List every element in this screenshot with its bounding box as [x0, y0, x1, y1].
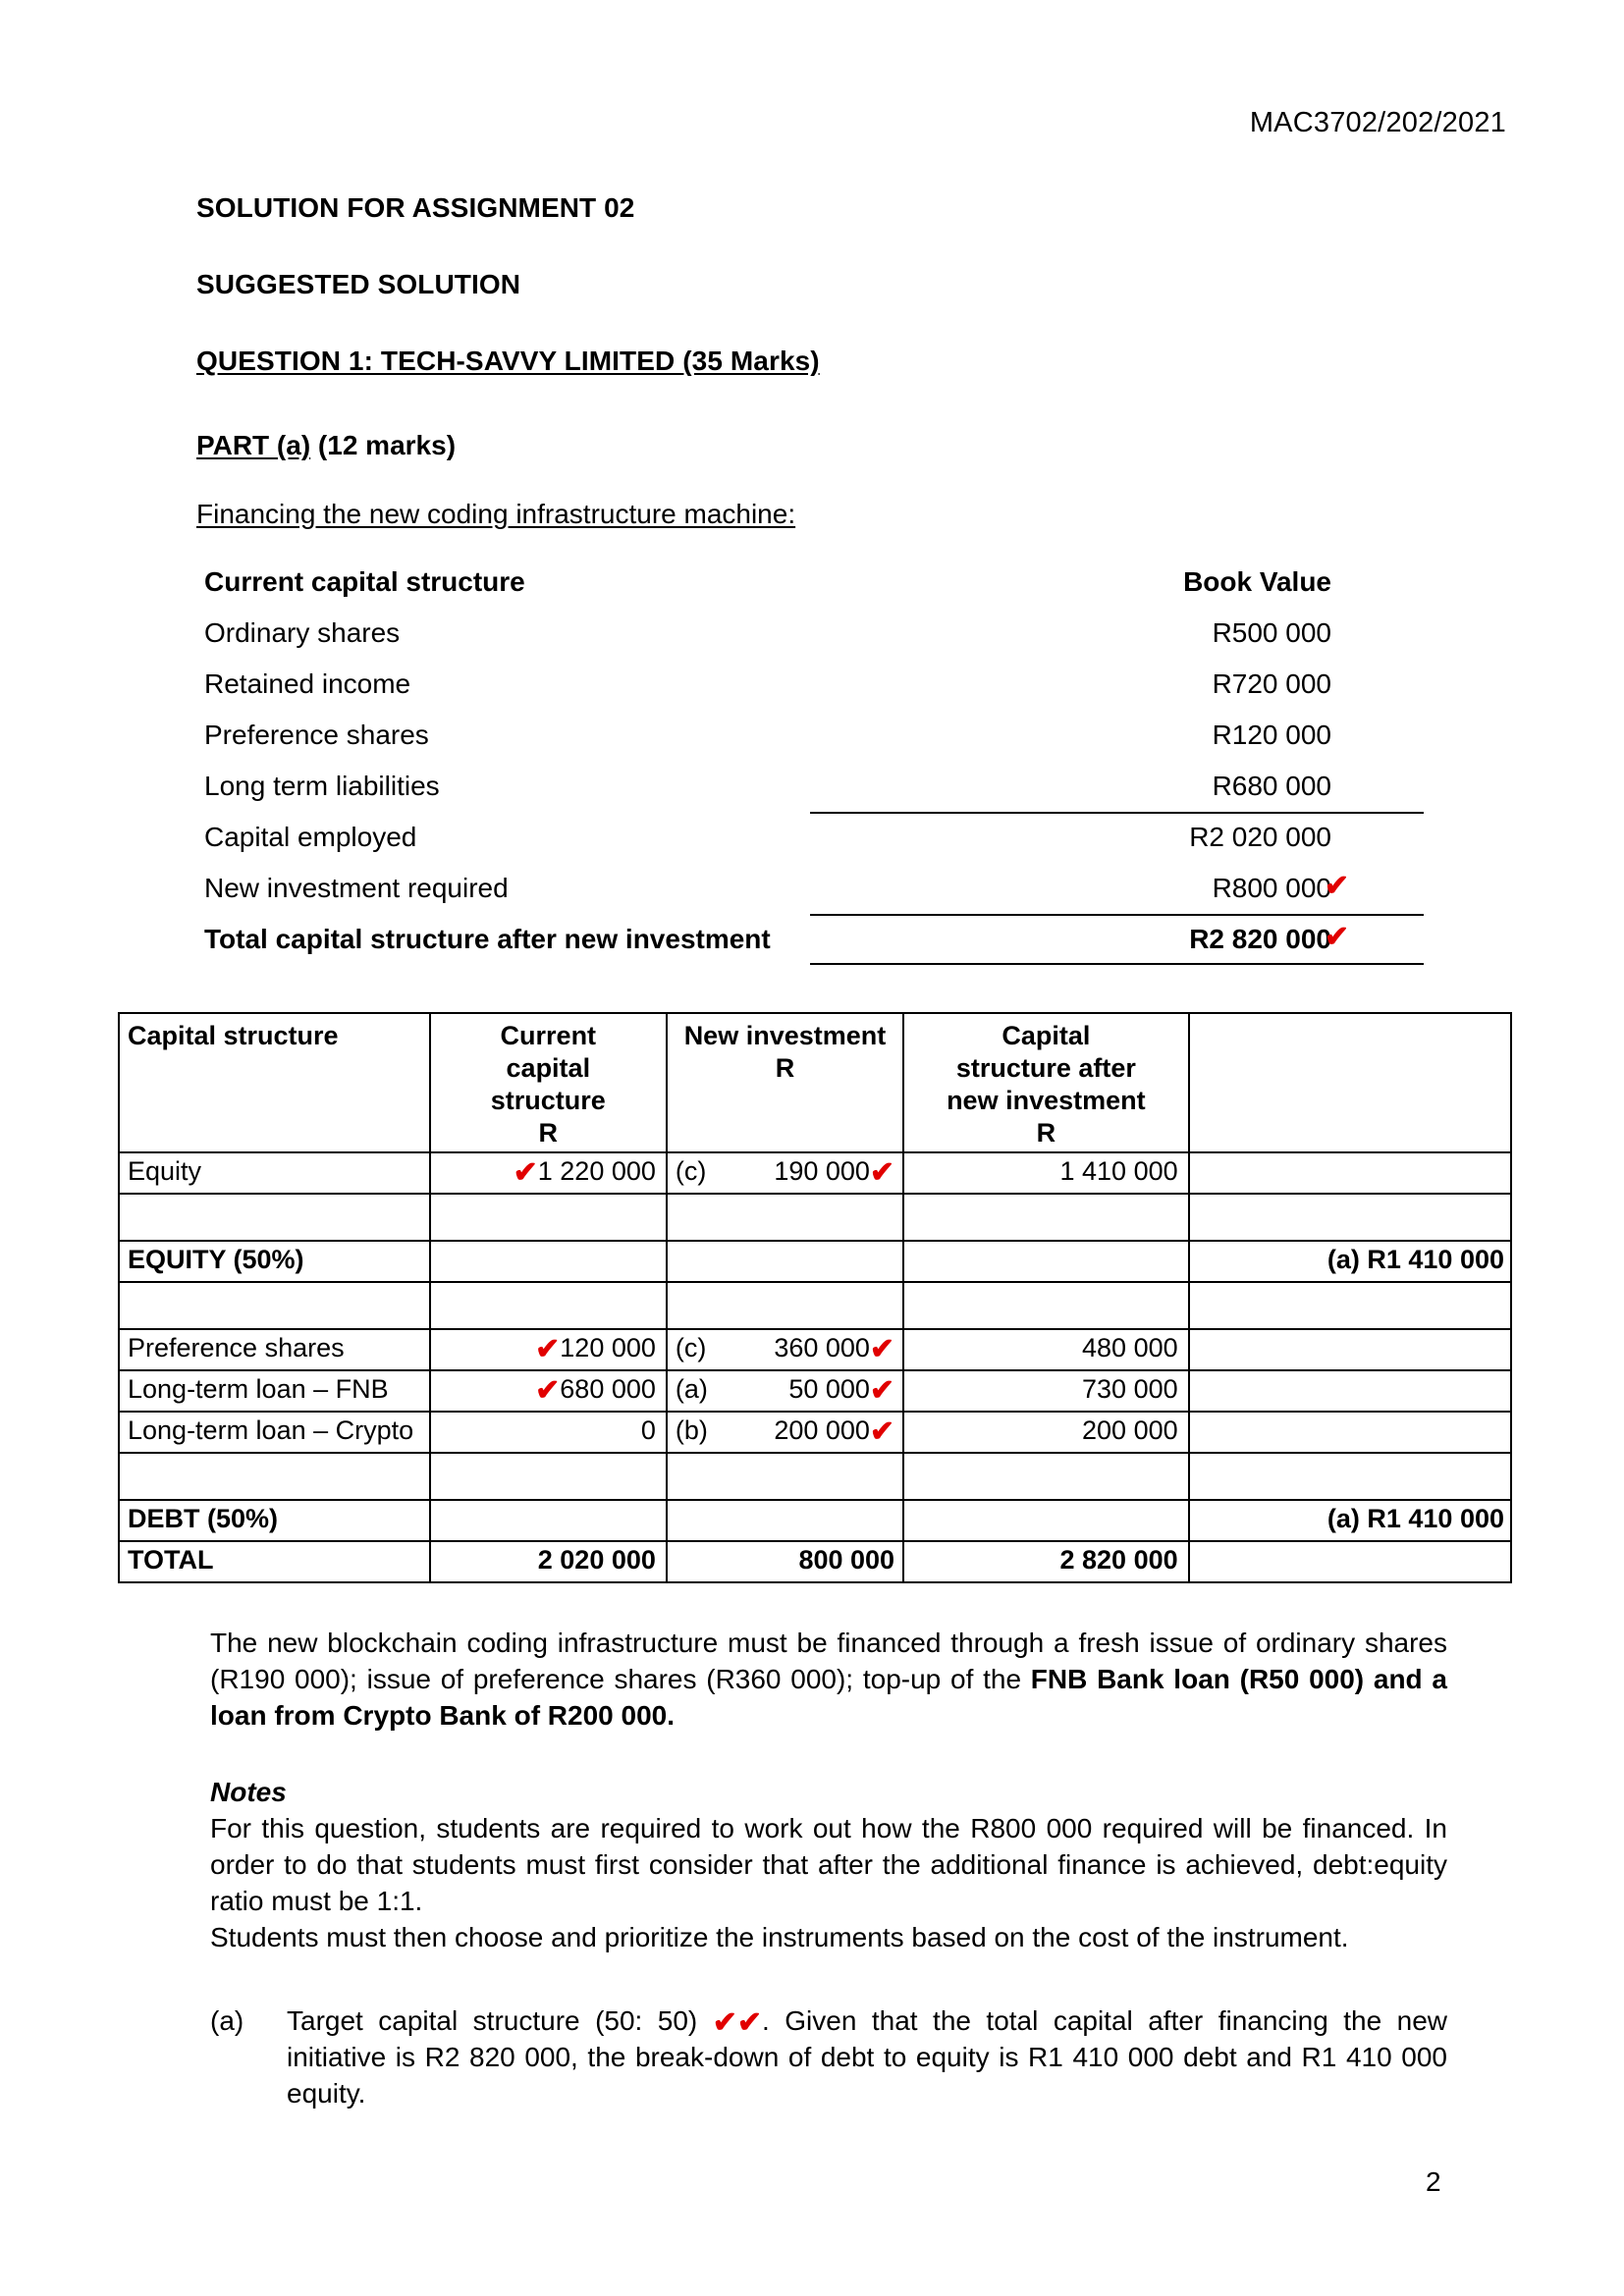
table-cell-current: 0 — [430, 1412, 667, 1453]
table-cell-new-investment: (c) 190 000✔ — [667, 1152, 903, 1194]
page-number: 2 — [1426, 2166, 1441, 2197]
financing-paragraph-plain: The new blockchain coding infrastructure must be financed through a fresh issue of ordinary shares (R190 000); issue of preference shares (R360 000); top-up of the — [210, 1628, 1447, 1694]
header-new-investment — [667, 1013, 903, 1152]
list-row — [196, 812, 1424, 863]
list-header-label: Current capital structure — [204, 566, 525, 597]
table-cell-label: Long-term loan – FNB — [119, 1370, 430, 1412]
check-icon: ✔ — [513, 1156, 538, 1189]
notes-heading: Notes — [210, 1777, 287, 1807]
header-capital-structure: Capital structure — [119, 1013, 430, 1152]
item-a-text-before: Target capital structure (50: 50) — [287, 2005, 713, 2036]
table-cell-label: DEBT (50%) — [119, 1500, 430, 1541]
list-row-label: Capital employed — [204, 822, 417, 852]
table-cell-label: Preference shares — [119, 1329, 430, 1370]
table-row — [119, 1453, 1511, 1500]
list-row-label: Long term liabilities — [204, 771, 440, 801]
check-icon: ✔ — [869, 1415, 895, 1448]
table-cell-blank — [430, 1453, 667, 1500]
check-icon: ✔ — [869, 1374, 895, 1407]
check-icon: ✔ — [1324, 921, 1349, 953]
financing-paragraph — [210, 1625, 1447, 1734]
reference-code: (b) — [675, 1415, 708, 1445]
document-body — [128, 191, 1504, 2111]
table-cell-summary — [1189, 1329, 1511, 1370]
table-cell-summary — [1189, 1541, 1511, 1582]
capital-structure-table — [118, 1012, 1512, 1583]
table-cell-new-investment: 800 000 — [667, 1541, 903, 1582]
list-row-label: Ordinary shares — [204, 617, 401, 648]
table-cell-blank — [667, 1453, 903, 1500]
table-cell-after-investment: 200 000 — [903, 1412, 1189, 1453]
header-line: R — [538, 1118, 559, 1148]
table-cell-after-investment — [903, 1500, 1189, 1541]
document-code-header: MAC3702/202/2021 — [1249, 107, 1506, 138]
check-icon: ✔ — [1324, 870, 1349, 902]
header-line: structure after — [955, 1053, 1136, 1083]
table-cell-blank — [667, 1282, 903, 1329]
table-cell-current: ✔120 000 — [430, 1329, 667, 1370]
table-cell-current — [430, 1500, 667, 1541]
table-cell-blank — [903, 1453, 1189, 1500]
check-icon: ✔ — [535, 1374, 561, 1407]
list-row — [196, 659, 1424, 710]
header-capital-structure-after — [903, 1013, 1189, 1152]
reference-code: (c) — [675, 1333, 707, 1362]
list-row — [196, 710, 1424, 761]
header-line: capital — [506, 1053, 591, 1083]
table-cell-label: Long-term loan – Crypto — [119, 1412, 430, 1453]
table-cell-label: Equity — [119, 1152, 430, 1194]
list-row-value: R680 000 — [1212, 771, 1331, 801]
table-cell-after-investment — [903, 1241, 1189, 1282]
table-cell-new-investment: (c) 360 000✔ — [667, 1329, 903, 1370]
notes-paragraph-2: Students must then choose and prioritize the instruments based on the cost of the instrument. — [210, 1922, 1349, 1952]
table-cell-current: ✔680 000 — [430, 1370, 667, 1412]
header-current-capital-structure — [430, 1013, 667, 1152]
table-cell-current — [430, 1241, 667, 1282]
list-row — [196, 761, 1424, 812]
table-cell-blank — [903, 1282, 1189, 1329]
list-row-label: Preference shares — [204, 720, 429, 750]
table-cell-after-investment: 1 410 000 — [903, 1152, 1189, 1194]
notes-paragraph-1: For this question, students are required to work out how the R800 000 required will be financed. In order to do that students must first consider that after the additional finance is achieved, debt:equity ratio must be 1:1. — [210, 1813, 1447, 1916]
reference-code: (a) — [675, 1374, 708, 1404]
double-check-icon: ✔✔ — [712, 2006, 763, 2039]
header-summary — [1189, 1013, 1511, 1152]
table-cell-blank — [119, 1194, 430, 1241]
header-line: Current — [500, 1021, 597, 1050]
item-a-text-after: . Given that the total capital after financing the new initiative is R2 820 000, the break-down of debt to equity is R1 410 000 debt and R1 410 000 equity. — [287, 2005, 1448, 2109]
table-cell-after-investment: 730 000 — [903, 1370, 1189, 1412]
list-row — [196, 914, 1424, 965]
table-cell-blank — [1189, 1453, 1511, 1500]
list-row — [196, 863, 1424, 914]
table-row — [119, 1500, 1511, 1541]
header-line: R — [775, 1053, 795, 1083]
header-line: Capital — [1001, 1021, 1091, 1050]
list-row-value: R2 820 000 ✔ — [810, 914, 1424, 965]
table-cell-label: EQUITY (50%) — [119, 1241, 430, 1282]
item-a-label: (a) — [210, 2005, 244, 2036]
list-row-value: R500 000 — [1212, 617, 1331, 648]
list-row-label: Retained income — [204, 668, 411, 699]
table-cell-blank — [1189, 1282, 1511, 1329]
table-cell-summary — [1189, 1412, 1511, 1453]
table-cell-new-investment — [667, 1241, 903, 1282]
list-row-label: New investment required — [204, 873, 509, 903]
table-cell-blank — [430, 1194, 667, 1241]
table-cell-new-investment — [667, 1500, 903, 1541]
item-a — [210, 2002, 1447, 2111]
table-row — [119, 1329, 1511, 1370]
table-cell-blank — [1189, 1194, 1511, 1241]
table-cell-after-investment: 480 000 — [903, 1329, 1189, 1370]
table-row — [119, 1412, 1511, 1453]
header-line: R — [1036, 1118, 1056, 1148]
header-line: New investment — [683, 1021, 887, 1050]
part-a-heading — [196, 429, 1483, 462]
list-row-value: R800 000 ✔ — [1212, 870, 1349, 903]
list-row-value: R2 020 000 — [810, 812, 1424, 863]
table-row — [119, 1282, 1511, 1329]
table-cell-summary — [1189, 1370, 1511, 1412]
table-cell-after-investment: 2 820 000 — [903, 1541, 1189, 1582]
table-row — [119, 1152, 1511, 1194]
header-line: structure — [490, 1086, 606, 1115]
table-cell-current: 2 020 000 — [430, 1541, 667, 1582]
table-cell-blank — [119, 1282, 430, 1329]
header-line: new investment — [947, 1086, 1146, 1115]
table-row — [119, 1541, 1511, 1582]
part-a-label: PART (a) — [196, 430, 311, 460]
table-cell-current: ✔1 220 000 — [430, 1152, 667, 1194]
list-row-value: R720 000 — [1212, 668, 1331, 699]
capital-structure-list-header — [196, 557, 1424, 608]
table-cell-label: TOTAL — [119, 1541, 430, 1582]
reference-code: (c) — [675, 1156, 707, 1186]
list-row-value: R120 000 — [1212, 720, 1331, 750]
table-cell-blank — [119, 1453, 430, 1500]
question-heading: QUESTION 1: TECH-SAVVY LIMITED (35 Marks) — [196, 346, 820, 376]
financing-paragraph-bold: FNB Bank loan (R50 000) and a loan from Crypto Bank of R200 000. — [210, 1664, 1447, 1731]
item-a-text — [287, 2002, 1447, 2111]
check-icon: ✔ — [869, 1333, 895, 1365]
table-row — [119, 1194, 1511, 1241]
table-cell-summary — [1189, 1152, 1511, 1194]
table-cell-summary: (a) R1 410 000 — [1189, 1241, 1511, 1282]
part-a-marks: (12 marks) — [310, 430, 457, 460]
table-cell-blank — [903, 1194, 1189, 1241]
check-icon: ✔ — [869, 1156, 895, 1189]
table-row — [119, 1241, 1511, 1282]
table-cell-summary: (a) R1 410 000 — [1189, 1500, 1511, 1541]
list-header-value: Book Value — [1183, 566, 1331, 597]
table-row — [119, 1370, 1511, 1412]
table-cell-new-investment: (b) 200 000✔ — [667, 1412, 903, 1453]
solution-for-assignment-heading: SOLUTION FOR ASSIGNMENT 02 — [196, 192, 635, 223]
list-row-label: Total capital structure after new investment — [204, 924, 771, 954]
financing-subheading: Financing the new coding infrastructure machine: — [196, 499, 796, 529]
table-header-row — [119, 1013, 1511, 1152]
table-cell-blank — [667, 1194, 903, 1241]
list-row — [196, 608, 1424, 659]
suggested-solution-heading: SUGGESTED SOLUTION — [196, 269, 521, 299]
table-cell-new-investment: (a) 50 000✔ — [667, 1370, 903, 1412]
table-cell-blank — [430, 1282, 667, 1329]
current-capital-structure-list — [196, 557, 1424, 965]
check-icon: ✔ — [535, 1333, 561, 1365]
